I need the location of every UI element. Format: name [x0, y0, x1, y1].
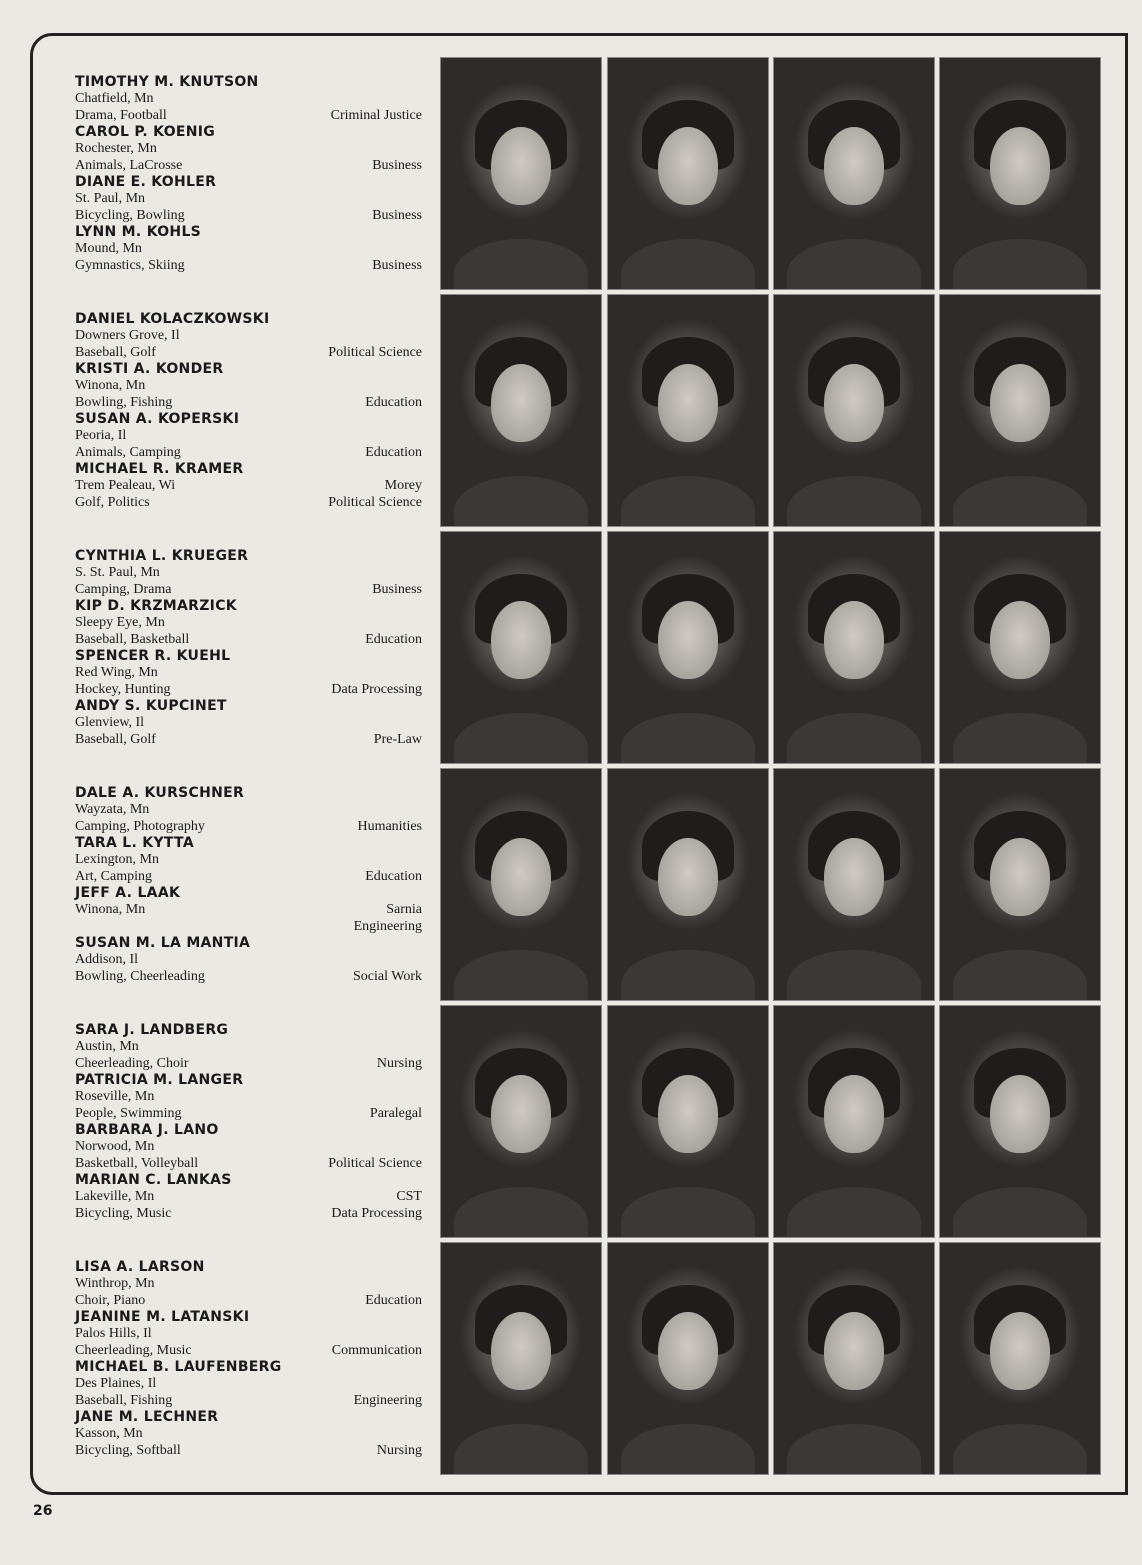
student-name: DANIEL KOLACZKOWSKI	[75, 311, 270, 327]
student-major-prefix: Morey	[384, 478, 422, 493]
student-hometown: Rochester, Mn	[75, 141, 157, 156]
student-entry	[75, 1022, 422, 1072]
student-major-prefix: CST	[396, 1189, 422, 1204]
student-major: Criminal Justice	[330, 107, 422, 123]
student-hometown: Lexington, Mn	[75, 852, 159, 867]
student-activities: People, Swimming	[75, 1105, 182, 1121]
student-activities: Baseball, Golf	[75, 344, 156, 360]
student-hometown: Roseville, Mn	[75, 1089, 155, 1104]
student-activities: Hockey, Hunting	[75, 681, 171, 697]
student-portrait	[939, 768, 1101, 1001]
student-major: Business	[372, 157, 422, 173]
student-portrait	[939, 57, 1101, 290]
student-portrait	[773, 531, 935, 764]
photo-row	[440, 531, 1103, 764]
student-major: Social Work	[353, 968, 422, 984]
student-entry	[75, 1309, 422, 1359]
student-name: JEANINE M. LATANSKI	[75, 1309, 250, 1325]
student-activities: Choir, Piano	[75, 1292, 146, 1308]
student-major: Business	[372, 581, 422, 597]
student-portrait	[440, 57, 602, 290]
student-major: Political Science	[328, 494, 422, 510]
photo-row	[440, 768, 1103, 1001]
student-major: Political Science	[328, 344, 422, 360]
student-portrait	[440, 294, 602, 527]
student-activities: Bowling, Fishing	[75, 394, 173, 410]
student-name: MICHAEL B. LAUFENBERG	[75, 1359, 282, 1375]
student-activities: Drama, Football	[75, 107, 167, 123]
student-major: Business	[372, 257, 422, 273]
student-name: SPENCER R. KUEHL	[75, 648, 231, 664]
student-name: KRISTI A. KONDER	[75, 361, 224, 377]
student-name: PATRICIA M. LANGER	[75, 1072, 244, 1088]
student-portrait	[607, 294, 769, 527]
student-name: JANE M. LECHNER	[75, 1409, 219, 1425]
student-activities: Baseball, Golf	[75, 731, 156, 747]
student-name: MARIAN C. LANKAS	[75, 1172, 232, 1188]
student-portrait	[607, 1005, 769, 1238]
student-major: Education	[365, 444, 422, 460]
student-portrait	[440, 531, 602, 764]
student-entry	[75, 361, 422, 411]
student-portrait	[939, 531, 1101, 764]
student-name: DALE A. KURSCHNER	[75, 785, 245, 801]
student-portrait	[607, 1242, 769, 1475]
student-activities: Animals, Camping	[75, 444, 181, 460]
student-entry	[75, 1259, 422, 1309]
student-major: Engineering	[353, 1392, 422, 1408]
student-hometown: Austin, Mn	[75, 1039, 139, 1054]
student-hometown: Norwood, Mn	[75, 1139, 155, 1154]
student-entry	[75, 461, 422, 511]
student-major: Data Processing	[331, 681, 422, 697]
student-activities: Camping, Photography	[75, 818, 205, 834]
student-entry	[75, 835, 422, 885]
student-hometown: Wayzata, Mn	[75, 802, 150, 817]
student-major: Communication	[331, 1342, 422, 1358]
student-activities: Animals, LaCrosse	[75, 157, 183, 173]
student-hometown: Winona, Mn	[75, 902, 146, 917]
student-portrait	[773, 294, 935, 527]
student-name: LYNN M. KOHLS	[75, 224, 202, 240]
student-name: DIANE E. KOHLER	[75, 174, 217, 190]
photo-row	[440, 294, 1103, 527]
student-group	[75, 74, 422, 274]
student-activities: Bicycling, Bowling	[75, 207, 185, 223]
student-activities: Camping, Drama	[75, 581, 172, 597]
student-hometown: Glenview, Il	[75, 715, 145, 730]
student-hometown: Addison, Il	[75, 952, 138, 967]
student-hometown: Palos Hills, Il	[75, 1326, 152, 1341]
student-name: SUSAN A. KOPERSKI	[75, 411, 240, 427]
student-portrait	[773, 1005, 935, 1238]
student-portrait	[440, 1242, 602, 1475]
photo-row	[440, 1005, 1103, 1238]
student-entry	[75, 311, 422, 361]
student-activities: Basketball, Volleyball	[75, 1155, 199, 1171]
student-activities: Cheerleading, Music	[75, 1342, 192, 1358]
student-entry	[75, 698, 422, 748]
student-activities: Art, Camping	[75, 868, 152, 884]
page-number: 26	[33, 1503, 53, 1519]
student-portrait	[773, 768, 935, 1001]
student-hometown: Downers Grove, Il	[75, 328, 180, 343]
student-entry	[75, 74, 422, 124]
student-name: BARBARA J. LANO	[75, 1122, 219, 1138]
student-name: CYNTHIA L. KRUEGER	[75, 548, 249, 564]
student-portrait	[939, 1242, 1101, 1475]
student-name: TIMOTHY M. KNUTSON	[75, 74, 259, 90]
student-hometown: Winona, Mn	[75, 378, 146, 393]
student-hometown: Lakeville, Mn	[75, 1189, 155, 1204]
student-name: ANDY S. KUPCINET	[75, 698, 227, 714]
student-name: JEFF A. LAAK	[75, 885, 181, 901]
student-major: Education	[365, 394, 422, 410]
student-activities: Bicycling, Softball	[75, 1442, 181, 1458]
student-name: LISA A. LARSON	[75, 1259, 205, 1275]
student-portrait	[607, 531, 769, 764]
photo-row	[440, 57, 1103, 290]
student-major: Education	[365, 1292, 422, 1308]
student-entry	[75, 174, 422, 224]
student-group	[75, 548, 422, 748]
student-name: MICHAEL R. KRAMER	[75, 461, 244, 477]
student-major-prefix: Sarnia	[386, 902, 422, 917]
student-major: Engineering	[353, 918, 422, 934]
student-hometown: Kasson, Mn	[75, 1426, 143, 1441]
student-portrait	[773, 57, 935, 290]
student-group	[75, 785, 422, 985]
student-entry	[75, 1359, 422, 1409]
student-entry	[75, 1409, 422, 1459]
student-major: Political Science	[328, 1155, 422, 1171]
student-name: KIP D. KRZMARZICK	[75, 598, 237, 614]
student-entry	[75, 124, 422, 174]
student-activities: Baseball, Fishing	[75, 1392, 173, 1408]
student-activities: Golf, Politics	[75, 494, 150, 510]
student-hometown: Winthrop, Mn	[75, 1276, 155, 1291]
student-group	[75, 1259, 422, 1459]
student-portrait	[607, 57, 769, 290]
student-activities: Baseball, Basketball	[75, 631, 190, 647]
student-hometown: Chatfield, Mn	[75, 91, 154, 106]
student-hometown: Peoria, Il	[75, 428, 127, 443]
student-group	[75, 311, 422, 511]
student-portrait	[440, 768, 602, 1001]
student-major: Education	[365, 868, 422, 884]
student-entry	[75, 411, 422, 461]
student-hometown: Des Plaines, Il	[75, 1376, 157, 1391]
student-major: Education	[365, 631, 422, 647]
student-major: Business	[372, 207, 422, 223]
student-name: CAROL P. KOENIG	[75, 124, 216, 140]
student-entry	[75, 1072, 422, 1122]
student-entry	[75, 935, 422, 985]
student-entry	[75, 548, 422, 598]
student-portrait	[440, 1005, 602, 1238]
student-portrait	[607, 768, 769, 1001]
student-major: Nursing	[376, 1442, 422, 1458]
photo-row	[440, 1242, 1103, 1475]
student-hometown: Red Wing, Mn	[75, 665, 158, 680]
student-entry	[75, 885, 422, 935]
student-hometown: Mound, Mn	[75, 241, 142, 256]
student-entry	[75, 224, 422, 274]
student-name: TARA L. KYTTA	[75, 835, 194, 851]
student-entry	[75, 598, 422, 648]
student-name: SARA J. LANDBERG	[75, 1022, 229, 1038]
student-portrait	[939, 294, 1101, 527]
student-major: Humanities	[357, 818, 422, 834]
student-portrait	[939, 1005, 1101, 1238]
student-activities: Gymnastics, Skiing	[75, 257, 185, 273]
student-entry	[75, 1122, 422, 1172]
student-major: Paralegal	[369, 1105, 422, 1121]
student-name: SUSAN M. LA MANTIA	[75, 935, 251, 951]
student-major: Data Processing	[331, 1205, 422, 1221]
student-major: Pre-Law	[373, 731, 422, 747]
student-entry	[75, 648, 422, 698]
student-hometown: S. St. Paul, Mn	[75, 565, 160, 580]
student-activities: Bowling, Cheerleading	[75, 968, 205, 984]
student-major: Nursing	[376, 1055, 422, 1071]
student-activities: Bicycling, Music	[75, 1205, 172, 1221]
student-hometown: St. Paul, Mn	[75, 191, 146, 206]
student-group	[75, 1022, 422, 1222]
student-entry	[75, 785, 422, 835]
student-hometown: Trem Pealeau, Wi	[75, 478, 176, 493]
student-entry	[75, 1172, 422, 1222]
student-hometown: Sleepy Eye, Mn	[75, 615, 165, 630]
student-activities: Cheerleading, Choir	[75, 1055, 189, 1071]
student-portrait	[773, 1242, 935, 1475]
